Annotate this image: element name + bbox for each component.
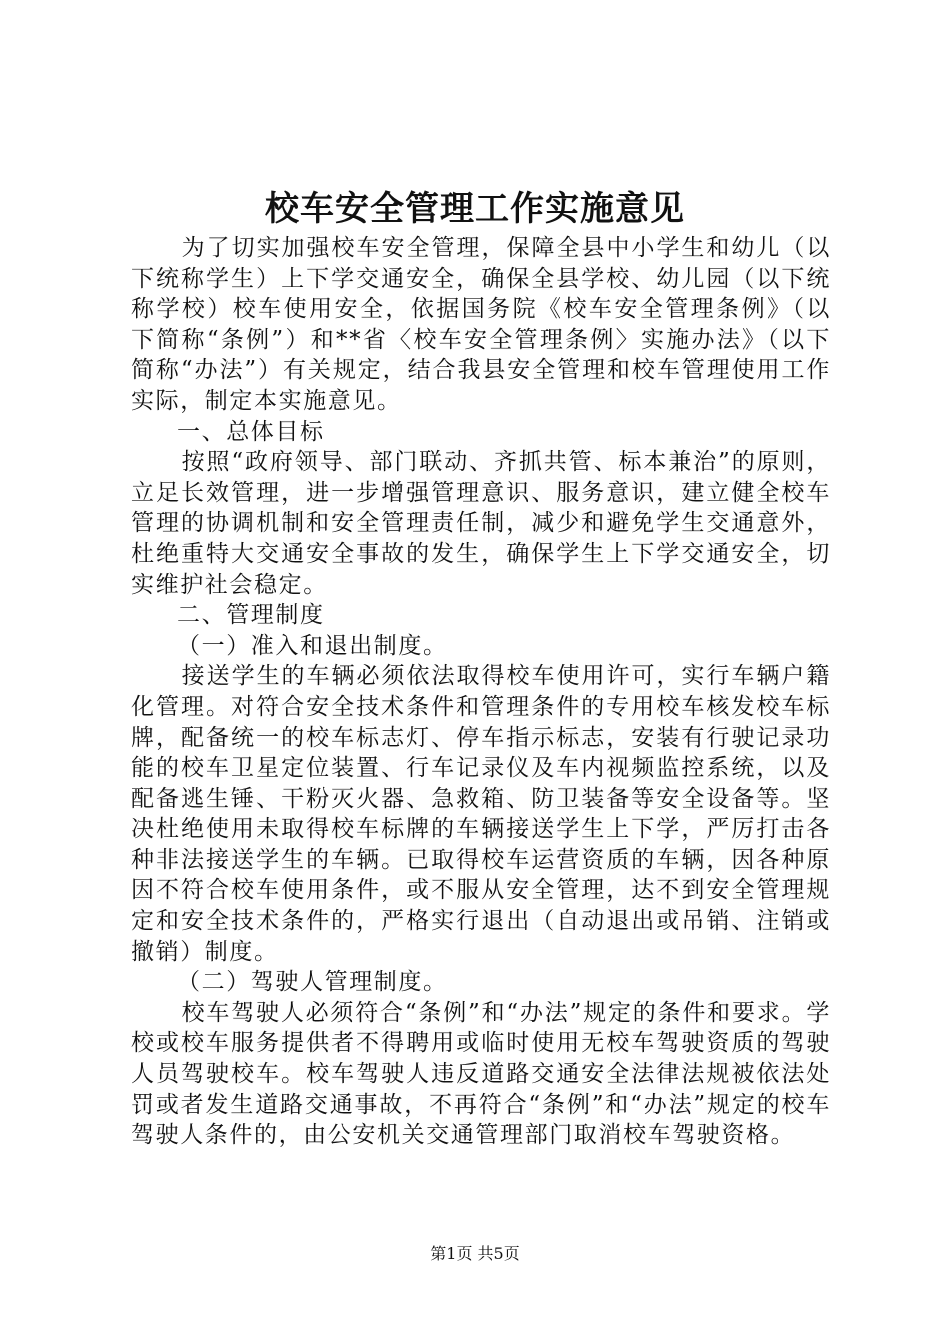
section-heading-system: 二、管理制度 [177,602,325,629]
document-title: 校车安全管理工作实施意见 [265,189,685,229]
intro-paragraph: 为了切实加强校车安全管理，保障全县中小学生和幼儿（以下统称学生）上下学交通安全，确保全县学校、幼儿园（以下统称学校）校车使用安全，依据国务院《校车安全管理条例》（以下简称“条例”）和**省〈校车安全管理条例〉实施办法》（以下简称“办法”）有关规定，结合我县安全管理和校车管理使用工作实际，制定本实施意见。 [131,235,831,414]
section-heading-goals: 一、总体目标 [177,418,325,445]
driver-paragraph: 校车驾驶人必须符合“条例”和“办法”规定的条件和要求。学校或校车服务提供者不得聘用或临时使用无校车驾驶资质的驾驶人员驾驶校车。校车驾驶人违反道路交通安全法律法规被依法处罚或者发生道路交通事故，不再符合“条例”和“办法”规定的校车驾驶人条件的，由公安机关交通管理部门取消校车驾驶资格。 [131,999,831,1149]
page-footer: 第1页 共5页 [430,1244,520,1263]
subsection-heading-entry-exit: （一）准入和退出制度。 [177,632,448,659]
entry-exit-paragraph: 接送学生的车辆必须依法取得校车使用许可，实行车辆户籍化管理。对符合安全技术条件和管理条件的专用校车核发校车标牌，配备统一的校车标志灯、停车指示标志，安装有行驶记录功能的校车卫星定位装置、行车记录仪及车内视频监控系统，以及配备逃生锤、干粉灭火器、急救箱、防卫装备等安全设备等。坚决杜绝使用未取得校车标牌的车辆接送学生上下学，严厉打击各种非法接送学生的车辆。已取得校车运营资质的车辆，因各种原因不符合校车使用条件，或不服从安全管理，达不到安全管理规定和安全技术条件的，严格实行退出（自动退出或吊销、注销或撤销）制度。 [131,663,831,965]
subsection-heading-driver: （二）驾驶人管理制度。 [177,969,448,996]
document-body [131,233,831,1151]
goals-paragraph: 按照“政府领导、部门联动、齐抓共管、标本兼治”的原则，立足长效管理，进一步增强管理意识、服务意识，建立健全校车管理的协调机制和安全管理责任制，减少和避免学生交通意外，杜绝重特大交通安全事故的发生，确保学生上下学交通安全，切实维护社会稳定。 [131,449,831,598]
